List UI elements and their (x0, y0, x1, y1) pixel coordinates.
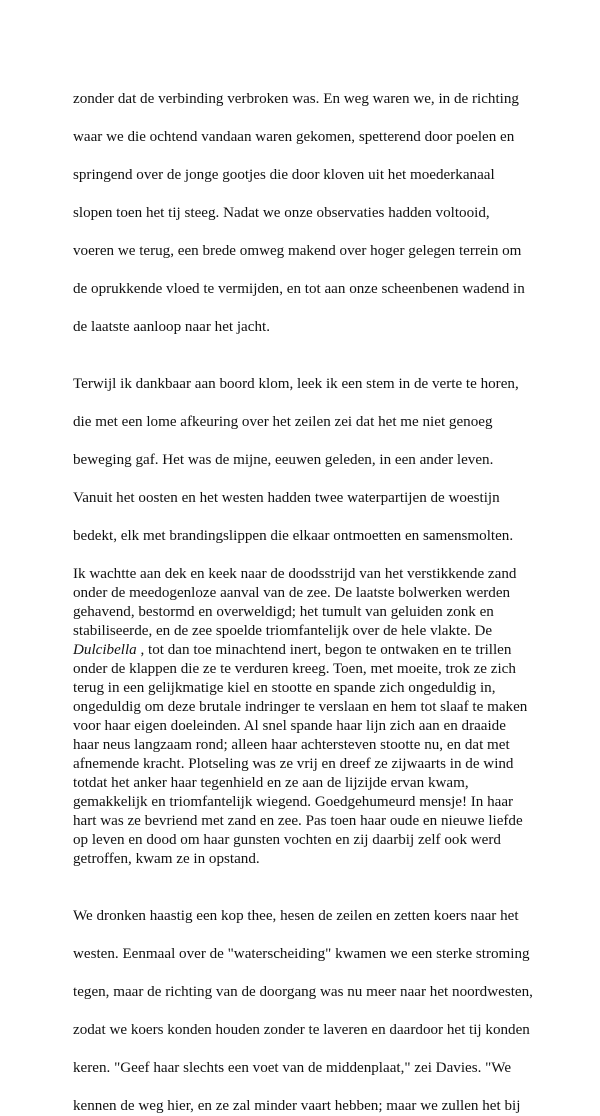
paragraph-1-line-2: waar we die ochtend vandaan waren gekomen, spetterend door poelen en (73, 129, 515, 145)
paragraph-1-line-4: slopen toen het tij steeg. Nadat we onze observaties hadden voltooid, (73, 205, 490, 221)
paragraph-4-line-4: zodat we koers konden houden zonder te laveren en daardoor het tij konden (73, 1022, 530, 1038)
paragraph-3-text-start: Ik wachtte aan dek en keek naar de doodsstrijd van het verstikkende zand onder de meedogenloze aanval van de zee. De laatste bolwerken werden gehavend, bestormd en overweldigd; het tumult van geluiden zonk en stabiliseerde, en de zee spoelde triomfantelijk over de hele vlakte. De (73, 566, 517, 639)
paragraph-1 (73, 71, 553, 337)
paragraph-4-line-6: kennen de weg hier, en ze zal minder vaart hebben; maar we zullen het bij (73, 1098, 521, 1114)
ship-name: Dulcibella (73, 642, 137, 658)
paragraph-2-line-4: Vanuit het oosten en het westen hadden twee waterpartijen de woestijn (73, 490, 500, 506)
paragraph-1-line-1: zonder dat de verbinding verbroken was. En weg waren we, in de richting (73, 91, 519, 107)
paragraph-2 (73, 356, 553, 546)
paragraph-1-line-3: springend over de jonge gootjes die door kloven uit het moederkanaal (73, 167, 495, 183)
paragraph-4-line-5: keren. "Geef haar slechts een voet van de middenplaat," zei Davies. "We (73, 1060, 512, 1076)
paragraph-1-line-7: de laatste aanloop naar het jacht. (73, 319, 270, 335)
document-page (73, 71, 553, 1116)
paragraph-4-line-1: We dronken haastig een kop thee, hesen de zeilen en zetten koers naar het (73, 908, 519, 924)
paragraph-1-line-5: voeren we terug, een brede omweg makend over hoger gelegen terrein om (73, 243, 522, 259)
paragraph-2-line-2: die met een lome afkeuring over het zeilen zei dat het me niet genoeg (73, 414, 493, 430)
paragraph-4 (73, 888, 553, 1116)
paragraph-2-line-1: Terwijl ik dankbaar aan boord klom, leek ik een stem in de verte te horen, (73, 376, 519, 392)
paragraph-2-line-3: beweging gaf. Het was de mijne, eeuwen geleden, in een ander leven. (73, 452, 494, 468)
paragraph-1-line-6: de oprukkende vloed te vermijden, en tot aan onze scheenbenen wadend in (73, 281, 525, 297)
paragraph-4-line-2: westen. Eenmaal over de "waterscheiding" kwamen we een sterke stroming (73, 946, 530, 962)
paragraph-3-text-end: , tot dan toe minachtend inert, begon te ontwaken en te trillen onder de klappen die ze te verduren kreeg. Toen, met moeite, trok ze zich terug in een gelijkmatige kiel en stootte en spande zich ongeduldig in, ongeduldig om deze brutale indringer te verslaan en hem tot slaaf te maken voor haar eigen doeleinden. Al snel spande haar lijn zich aan en draaide haar neus langzaam rond; alleen haar achtersteven stootte nu, en dat met afnemende kracht. Plotseling was ze vrij en dreef ze zijwaarts in de wind totdat het anker haar tegenhield en ze aan de lijzijde ervan kwam, gemakkelijk en triomfantelijk wiegend. Goedgehumeurd mensje! In haar hart was ze bevriend met zand en zee. Pas toen haar oude en nieuwe liefde op leven en dood om haar gunsten vochten en zij daarbij zelf ook werd getroffen, kwam ze in opstand. (73, 642, 528, 867)
paragraph-3 (73, 565, 553, 869)
paragraph-2-line-5: bedekt, elk met brandingslippen die elkaar ontmoetten en samensmolten. (73, 528, 514, 544)
paragraph-4-line-3: tegen, maar de richting van de doorgang was nu meer naar het noordwesten, (73, 984, 533, 1000)
